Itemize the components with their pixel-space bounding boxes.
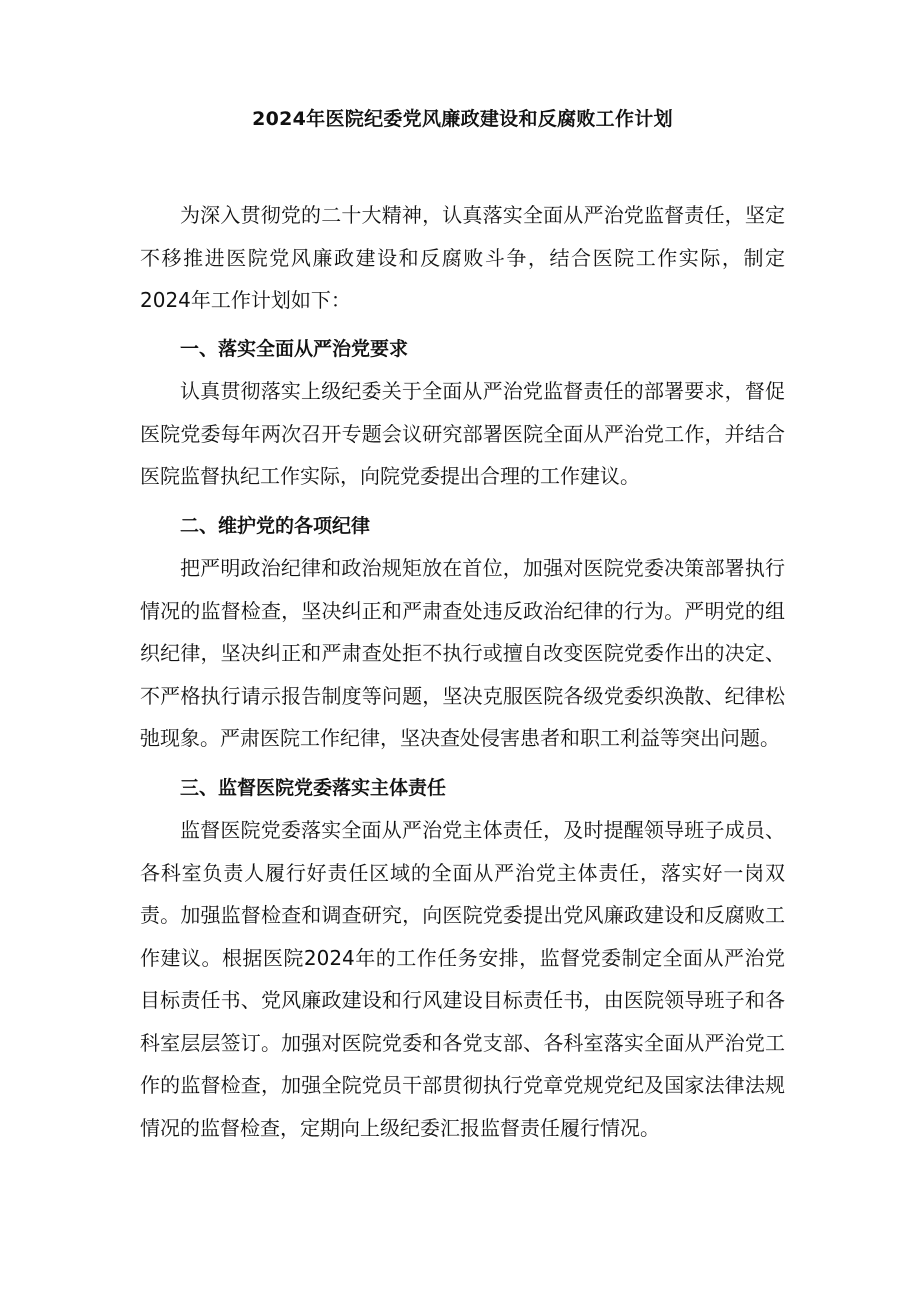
- document-body: [140, 194, 785, 1149]
- section-heading-2: 二、维护党的各项纪律: [180, 514, 371, 537]
- section-heading-3: 三、监督医院党委落实主体责任: [180, 776, 447, 799]
- section-body-1: 认真贯彻落实上级纪委关于全面从严治党监督责任的部署要求，督促医院党委每年两次召开专题会议研究部署医院全面从严治党工作，并结合医院监督执纪工作实际，向院党委提出合理的工作建议。: [140, 379, 785, 488]
- section-body-3: 监督医院党委落实全面从严治党主体责任，及时提醒领导班子成员、各科室负责人履行好责任区域的全面从严治党主体责任，落实好一岗双责。加强监督检查和调查研究，向医院党委提出党风廉政建设和反腐败工作建议。根据医院2024年的工作任务安排，监督党委制定全面从严治党目标责任书、党风廉政建设和行风建设目标责任书，由医院领导班子和各科室层层签订。加强对医院党委和各党支部、各科室落实全面从严治党工作的监督检查，加强全院党员干部贯彻执行党章党规党纪及国家法律法规情况的监督检查，定期向上级纪委汇报监督责任履行情况。: [140, 818, 785, 1140]
- document-title: 2024年医院纪委党风廉政建设和反腐败工作计划: [252, 108, 673, 130]
- section-body-2: 把严明政治纪律和政治规矩放在首位，加强对医院党委决策部署执行情况的监督检查，坚决纠正和严肃查处违反政治纪律的行为。严明党的组织纪律，坚决纠正和严肃查处拒不执行或擅自改变医院党委作出的决定、不严格执行请示报告制度等问题，坚决克服医院各级党委织涣散、纪律松弛现象。严肃医院工作纪律，坚决查处侵害患者和职工利益等突出问题。: [140, 556, 785, 750]
- section-heading-1: 一、落实全面从严治党要求: [180, 337, 409, 360]
- intro-paragraph: 为深入贯彻党的二十大精神，认真落实全面从严治党监督责任，坚定不移推进医院党风廉政建设和反腐败斗争，结合医院工作实际，制定2024年工作计划如下：: [140, 203, 785, 312]
